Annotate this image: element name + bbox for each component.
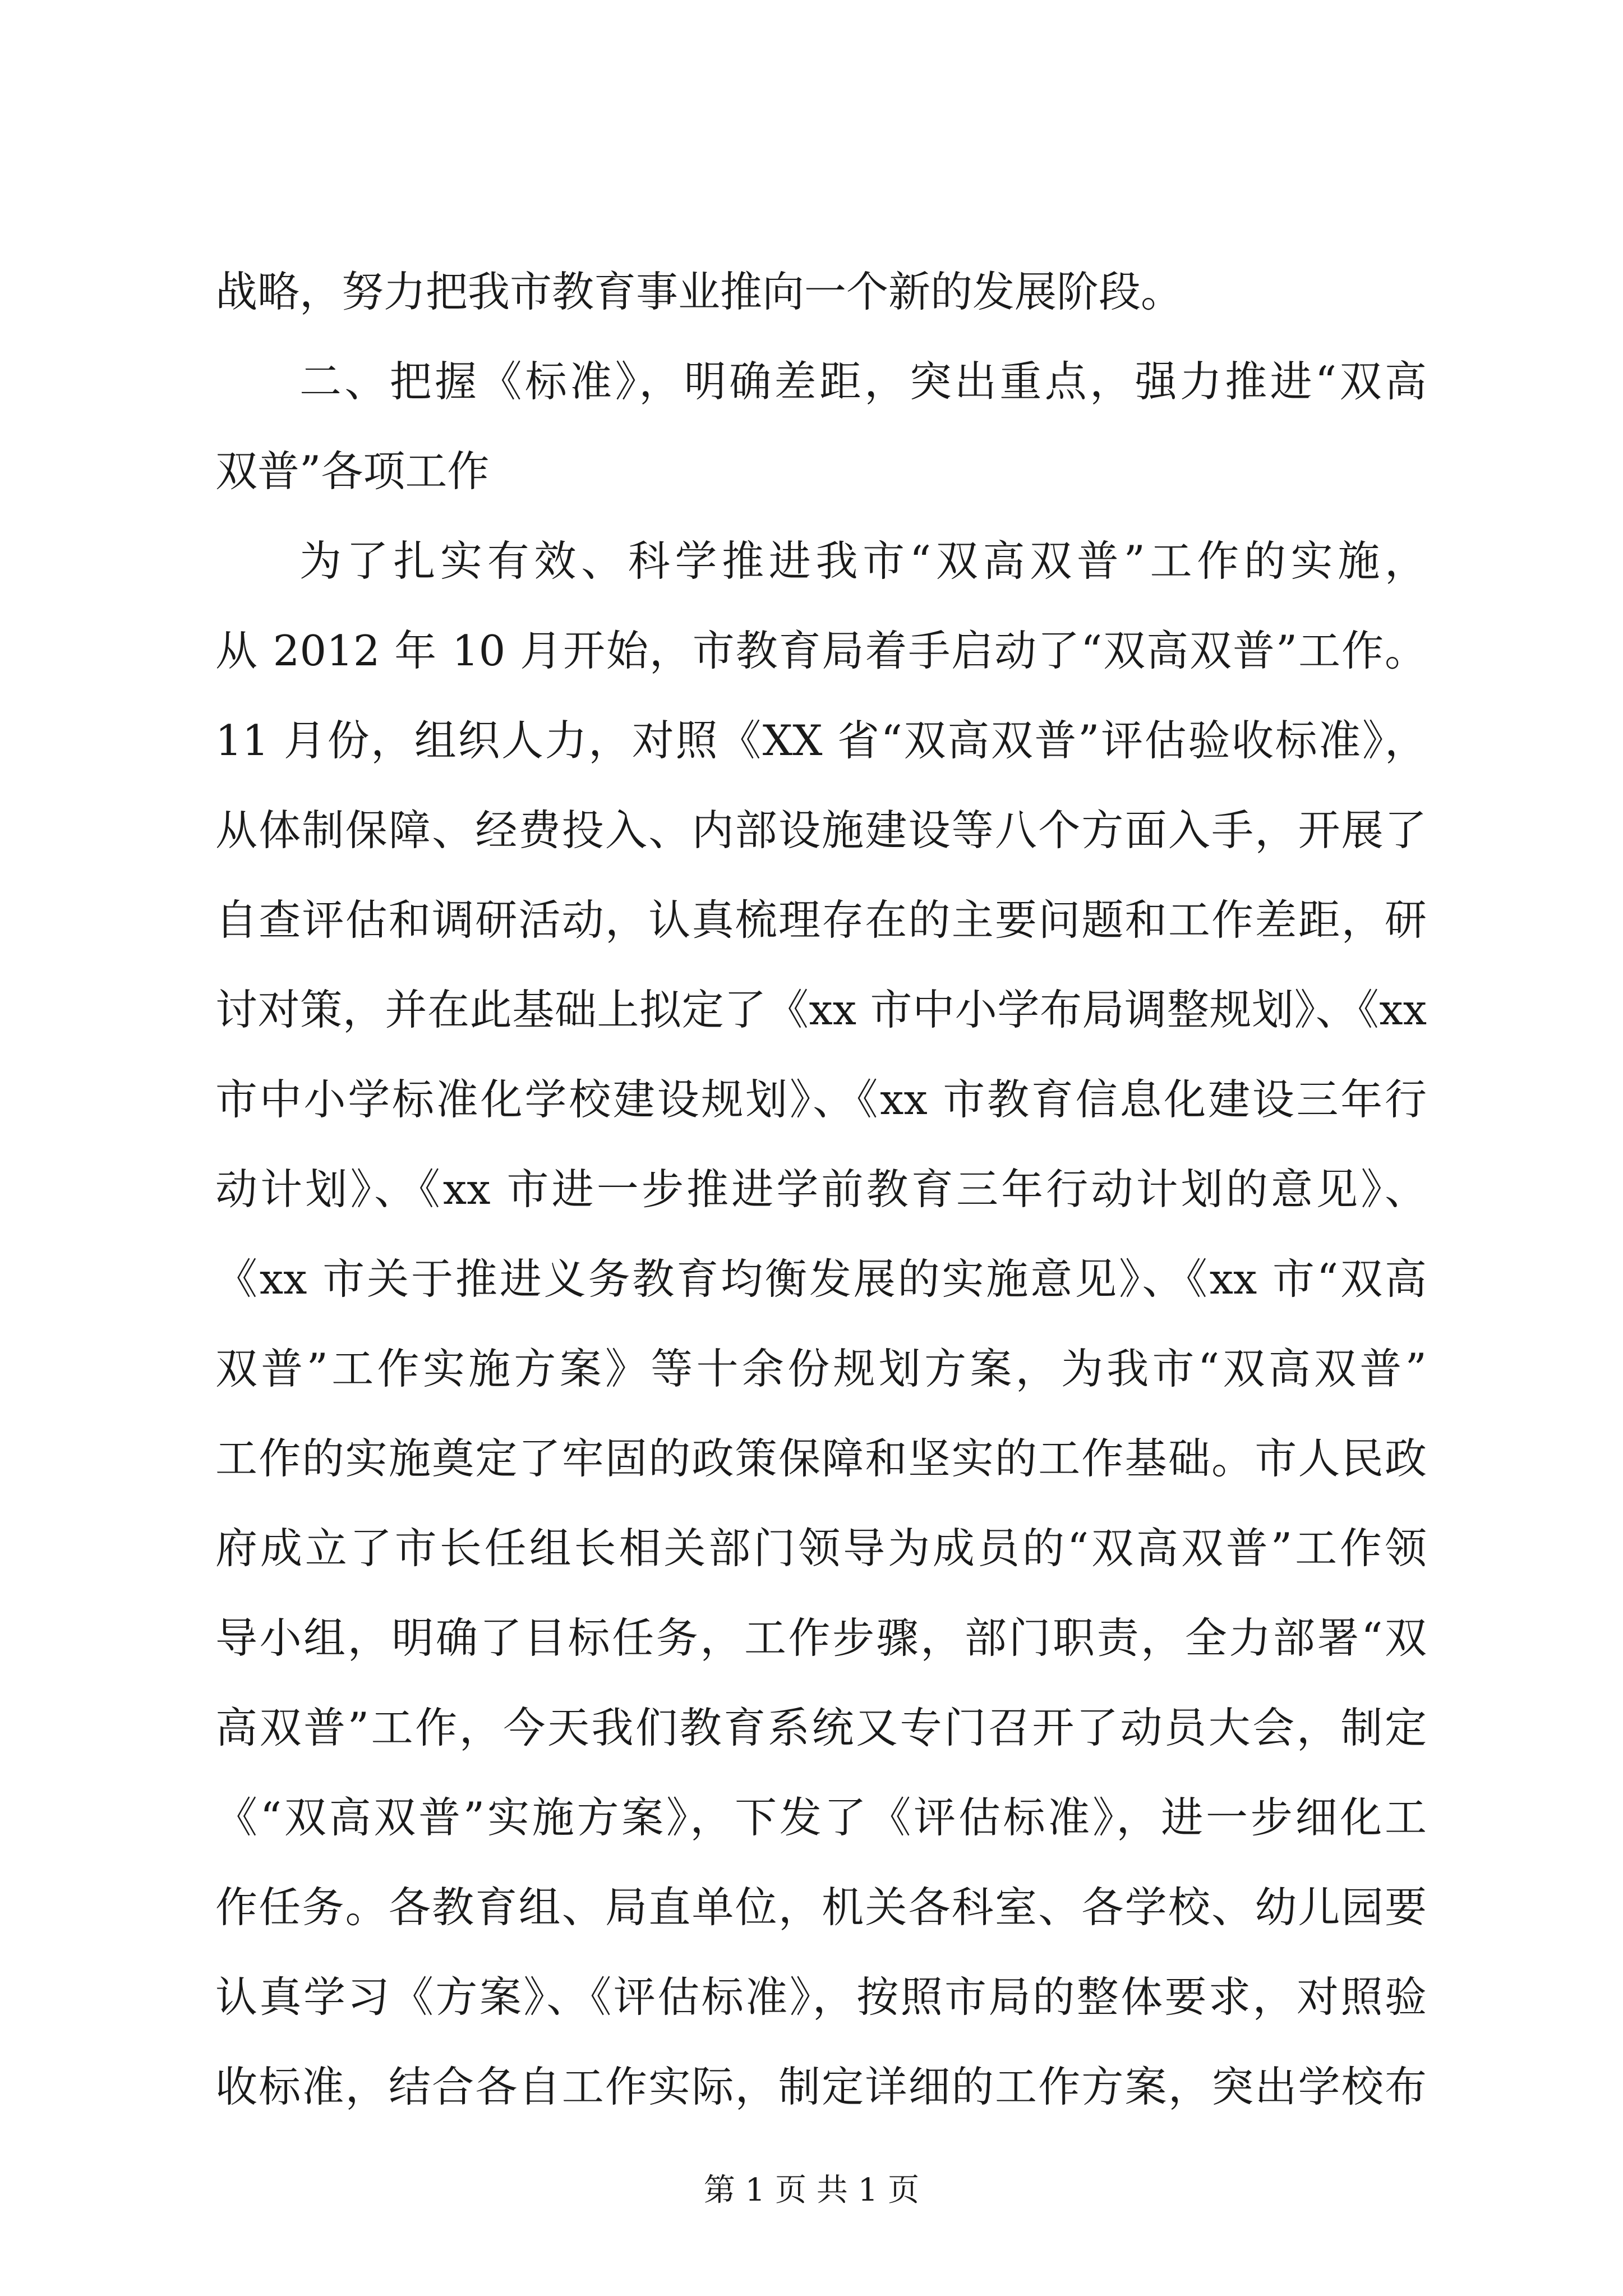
body-text-line: 从 2012 年 10 月开始，市教育局着手启动了“双高双普”工作。 [215,626,1427,675]
body-text-line: 工作的实施奠定了牢固的政策保障和坚实的工作基础。市人民政 [215,1434,1427,1483]
body-text-line: 自查评估和调研活动，认真梳理存在的主要问题和工作差距，研 [215,895,1427,945]
body-text-line: 11 月份，组织人力，对照《XX 省“双高双普”评估验收标准》， [215,716,1427,765]
body-text-line: 高双普”工作，今天我们教育系统又专门召开了动员大会，制定 [215,1703,1427,1752]
body-text-line: 市中小学标准化学校建设规划》、《xx 市教育信息化建设三年行 [215,1075,1427,1124]
body-text-line: 双普”工作实施方案》等十余份规划方案，为我市“双高双普” [215,1344,1427,1393]
body-text-line: 导小组，明确了目标任务，工作步骤，部门职责，全力部署“双 [215,1613,1427,1663]
body-text-line: 为了扎实有效、科学推进我市“双高双普”工作的实施， [299,536,1427,586]
body-text-line: 认真学习《方案》、《评估标准》，按照市局的整体要求，对照验 [215,1972,1427,2022]
body-text-line: 讨对策，并在此基础上拟定了《xx 市中小学布局调整规划》、《xx [215,985,1427,1034]
body-text-line: 府成立了市长任组长相关部门领导为成员的“双高双普”工作领 [215,1524,1427,1573]
body-text-line: 《“双高双普”实施方案》，下发了《评估标准》，进一步细化工 [215,1793,1427,1842]
section-heading-line: 二、把握《标准》，明确差距，突出重点，强力推进“双高 [299,357,1427,406]
body-text-line: 战略，努力把我市教育事业推向一个新的发展阶段。 [215,267,1183,316]
section-heading-line: 双普”各项工作 [215,447,490,496]
page-footer: 第 1 页 共 1 页 [703,2172,920,2208]
body-text-line: 动计划》、《xx 市进一步推进学前教育三年行动计划的意见》、 [215,1165,1427,1214]
body-text-line: 《xx 市关于推进义务教育均衡发展的实施意见》、《xx 市“双高 [215,1254,1427,1304]
body-text-line: 作任务。各教育组、局直单位，机关各科室、各学校、幼儿园要 [215,1883,1427,1932]
body-text-line: 收标准，结合各自工作实际，制定详细的工作方案，突出学校布 [215,2062,1427,2111]
body-text-line: 从体制保障、经费投入、内部设施建设等八个方面入手，开展了 [215,806,1427,855]
